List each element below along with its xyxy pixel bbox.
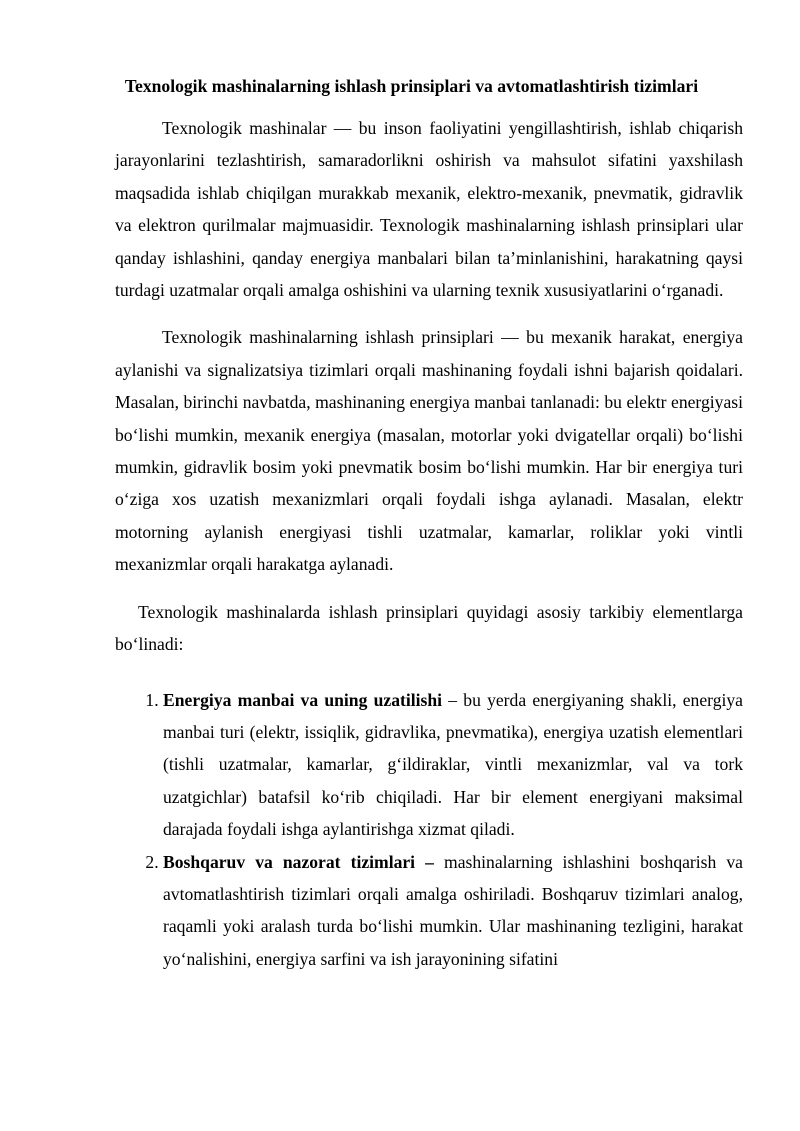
- elements-list: [115, 684, 743, 976]
- list-item-term: Energiya manbai va uning uzatilishi: [163, 689, 443, 710]
- list-item-text: mashinalarning ishlashini boshqarish va avtomatlashtirish tizimlari orqali amalga oshiriladi. Boshqaruv tizimlari analog, raqamli yoki aralash turda bo‘lishi mumkin. Ular mashinaning tezligini, harakat yo‘nalishini, energiya sarfini va ish jarayonining sifatini: [163, 851, 743, 969]
- list-item: [163, 684, 743, 846]
- paragraph-intro: Texnologik mashinalar — bu inson faoliyatini yengillashtirish, ishlab chiqarish jarayonlarini tezlashtirish, samaradorlikni oshirish va mahsulot sifatini yaxshilash maqsadida ishlab chiqilgan murakkab mexanik, elektro-mexanik, pnevmatik, gidravlik va elektron qurilmalar majmuasidir. Texnologik mashinalarning ishlash prinsiplari ular qanday ishlashini, qanday energiya manbalari bilan ta’minlanishini, harakatning qaysi turdagi uzatmalar orqali amalga oshishini va ularning texnik xususiyatlarini o‘rganadi.: [115, 118, 743, 301]
- list-item: [163, 846, 743, 976]
- list-item-term: Boshqaruv va nazorat tizimlari –: [163, 851, 434, 872]
- list-item-text: – bu yerda energiyaning shakli, energiya manbai turi (elektr, issiqlik, gidravlika, pnevmatika), energiya uzatish elementlari (tishli uzatmalar, kamarlar, g‘ildiraklar, vintli mexanizmlar, val va tork uzatgichlar) batafsil ko‘rib chiqiladi. Har bir element energiyani maksimal darajada foydali ishga aylantirishga xizmat qiladi.: [163, 689, 743, 840]
- paragraph-principles: Texnologik mashinalarning ishlash prinsiplari — bu mexanik harakat, energiya aylanishi va signalizatsiya tizimlari orqali mashinaning foydali ishni bajarish qoidalari. Masalan, birinchi navbatda, mashinaning energiya manbai tanlanadi: bu elektr energiyasi bo‘lishi mumkin, mexanik energiya (masalan, motorlar yoki dvigatellar orqali) bo‘lishi mumkin, gidravlik bosim yoki pnevmatik bosim bo‘lishi mumkin. Har bir energiya turi o‘ziga xos uzatish mexanizmlari orqali foydali ishga aylanadi. Masalan, elektr motorning aylanish energiyasi tishli uzatmalar, kamarlar, roliklar yoki vintli mexanizmlar orqali harakatga aylanadi.: [115, 327, 743, 575]
- paragraph-elements-intro: Texnologik mashinalarda ishlash prinsiplari quyidagi asosiy tarkibiy elementlarga bo‘linadi:: [115, 601, 743, 655]
- document-title: Texnologik mashinalarning ishlash prinsiplari va avtomatlashtirish tizimlari: [124, 76, 699, 96]
